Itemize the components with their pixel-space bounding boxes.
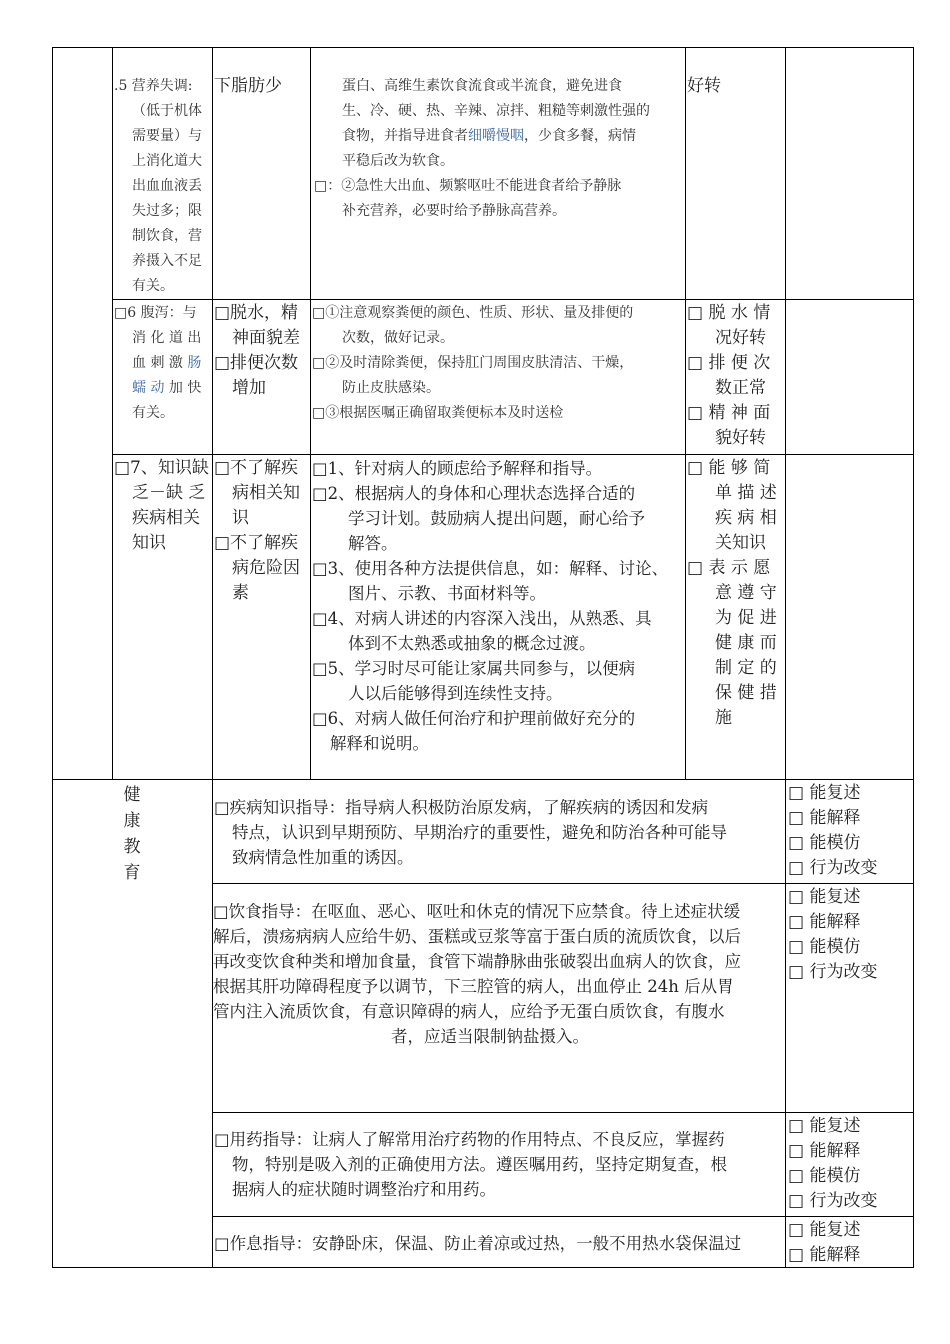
guidance-line: 再改变饮食种类和增加食量，食管下端静脉曲张破裂出血病人的饮食，应	[213, 952, 741, 971]
problem-line: 消 化 道 出	[132, 330, 202, 346]
feature-line: 神面貌差	[232, 328, 300, 348]
diarrhea-feature-cell	[214, 301, 309, 401]
problem-line: 疾病相关	[132, 508, 200, 528]
check-item[interactable]: □ 能复述	[788, 1220, 861, 1240]
check-item[interactable]: □ 能模仿	[788, 1166, 861, 1186]
diarrhea-problem-cell	[114, 301, 211, 426]
problem-line: 有关。	[132, 405, 174, 421]
measure-line	[314, 124, 684, 149]
guidance-line: □作息指导：安静卧床，保温、防止着凉或过热，一般不用热水袋保温过	[214, 1234, 742, 1253]
measure-line: 图片、示教、书面材料等。	[348, 584, 546, 603]
measure-line: □1、针对病人的顾虑给予解释和指导。	[312, 459, 603, 478]
measure-line: 防止皮肤感染。	[342, 380, 440, 396]
check-item[interactable]: □ 能模仿	[788, 937, 861, 957]
col-divider	[785, 47, 786, 1268]
check-item[interactable]: □ 能模仿	[788, 833, 861, 853]
guidance-line: 根据其肝功障碍程度予以调节，下三腔管的病人，出血停止 24h 后从胃	[213, 977, 734, 996]
problem-text: 加 快	[164, 380, 202, 396]
goal-line: □ 精 神 面	[687, 403, 771, 423]
check-item[interactable]: □ 能复述	[788, 887, 861, 907]
goal-line: 疾 病 相	[715, 508, 777, 528]
problem-line: 知识	[132, 533, 166, 553]
disease-knowledge-checks	[788, 781, 912, 881]
measure-line: □6、对病人做任何治疗和护理前做好充分的	[312, 709, 636, 728]
feature-line: 增加	[232, 378, 266, 398]
knowledge-measures	[312, 456, 685, 756]
feature-line: □脱水，精	[214, 303, 299, 323]
diet-checks	[788, 885, 912, 985]
feature-line: 病危险因	[232, 558, 300, 578]
feature-line: □不了解疾	[214, 533, 299, 553]
guidance-line: □疾病知识指导：指导病人积极防治原发病，了解疾病的诱因和发病	[214, 798, 709, 817]
label-char: 教	[123, 837, 141, 857]
guidance-line: □饮食指导：在呕血、恶心、呕吐和休克的情况下应禁食。待上述症状缓	[213, 902, 741, 921]
col-divider	[112, 47, 113, 780]
knowledge-goals	[687, 456, 783, 731]
check-item[interactable]: □ 行为改变	[788, 1191, 878, 1211]
problem-line: 出血血液丢	[132, 178, 202, 194]
col-divider	[685, 47, 686, 780]
feature-line: □排便次数	[214, 353, 299, 373]
guidance-line: 致病情急性加重的诱因。	[232, 848, 414, 867]
problem-line: （低于机体	[132, 103, 202, 119]
goal-line: 保 健 措	[715, 683, 777, 703]
measure-text: 食物，并指导进食者	[342, 128, 468, 144]
problem-line	[114, 376, 211, 401]
feature-line: 识	[232, 508, 249, 528]
goal-line: □ 排 便 次	[687, 353, 771, 373]
check-item[interactable]: □ 能复述	[788, 1116, 861, 1136]
disease-knowledge-guidance	[214, 795, 784, 870]
row-divider	[112, 299, 914, 300]
problem-line: 有关。	[132, 278, 174, 294]
measure-line: 人以后能够得到连续性支持。	[348, 684, 563, 703]
measure-line: 平稳后改为软食。	[342, 153, 454, 169]
nutrition-problem-cell	[114, 74, 211, 299]
knowledge-feature-cell	[214, 456, 309, 606]
measure-line: □①注意观察粪便的颜色、性质、形状、量及排便的	[312, 305, 634, 321]
medication-checks	[788, 1114, 912, 1214]
check-item[interactable]: □ 能解释	[788, 1141, 861, 1161]
measure-line: □②及时清除粪便，保持肛门周围皮肤清洁、干燥，	[312, 355, 634, 371]
goal-line: 施	[715, 708, 732, 728]
nutrition-measures	[314, 74, 684, 224]
problem-text: 血 刺 激	[132, 355, 188, 371]
measure-line: 补充营养，必要时给予静脉高营养。	[342, 203, 566, 219]
check-item[interactable]: □ 能解释	[788, 1245, 861, 1265]
guidance-line: 物，特别是吸入剂的正确使用方法。遵医嘱用药，坚持定期复查，根	[232, 1155, 727, 1174]
col-divider	[310, 47, 311, 780]
check-item[interactable]: □ 行为改变	[788, 962, 878, 982]
problem-line: .5 营养失调:	[114, 78, 193, 94]
measure-line: 体到不太熟悉或抽象的概念过渡。	[348, 634, 596, 653]
chew-slowly-link[interactable]: 细嚼慢咽	[468, 128, 524, 144]
goal-line: 健 康 而	[715, 633, 777, 653]
measure-line: □4、对病人讲述的内容深入浅出，从熟悉、具	[312, 609, 652, 628]
feature-line: □不了解疾	[214, 458, 299, 478]
measure-line: 学习计划。鼓励病人提出问题，耐心给予	[348, 509, 645, 528]
rest-checks	[788, 1218, 912, 1268]
measure-text: ，少食多餐，病情	[524, 128, 636, 144]
label-char: 康	[123, 811, 141, 831]
problem-line: 制饮食，营	[132, 228, 202, 244]
goal-line: 意 遵 守	[715, 583, 777, 603]
measure-line: 蛋白、高维生素饮食流食或半流食，避免进食	[342, 78, 622, 94]
check-item[interactable]: □ 行为改变	[788, 858, 878, 878]
row-divider	[212, 1112, 914, 1113]
medication-guidance	[214, 1127, 784, 1202]
measure-line: □3、使用各种方法提供信息，如：解释、讨论、	[312, 559, 669, 578]
measure-line: 解释和说明。	[330, 734, 429, 753]
check-item[interactable]: □ 能解释	[788, 808, 861, 828]
knowledge-problem-cell	[114, 456, 211, 556]
goal-line: 貌好转	[715, 428, 766, 448]
table-border-left	[52, 47, 53, 1268]
problem-line: □7、知识缺	[114, 458, 209, 478]
guidance-line: 管内注入流质饮食，有意识障碍的病人，应给予无蛋白质饮食，有腹水	[213, 1002, 725, 1021]
label-char: 健	[123, 785, 141, 805]
guidance-line: 特点，认识到早期预防、早期治疗的重要性，避免和防治各种可能导	[232, 823, 727, 842]
measure-line: □：②急性大出血、频繁呕吐不能进食者给予静脉	[314, 178, 622, 194]
guidance-line: 据病人的症状随时调整治疗和用药。	[232, 1180, 496, 1199]
problem-line	[114, 351, 211, 376]
feature-line: 素	[232, 583, 249, 603]
goal-line: □ 能 够 简	[687, 458, 771, 478]
diarrhea-measures	[312, 301, 685, 426]
row-divider	[112, 454, 914, 455]
problem-line: 失过多；限	[132, 203, 202, 219]
row-divider	[212, 883, 914, 884]
goal-line: 数正常	[715, 378, 766, 398]
problem-line: 上消化道大	[132, 153, 202, 169]
goal-line: 单 描 述	[715, 483, 777, 503]
measure-line: □2、根据病人的身体和心理状态选择合适的	[312, 484, 636, 503]
label-char: 育	[123, 863, 141, 883]
measure-line: □③根据医嘱正确留取粪便标本及时送检	[312, 405, 564, 421]
check-item[interactable]: □ 能解释	[788, 912, 861, 932]
problem-line: □6 腹泻：与	[114, 305, 197, 321]
nutrition-feature: 下脂肪少	[214, 76, 282, 96]
problem-line: 需要量）与	[132, 128, 202, 144]
diarrhea-goals	[687, 301, 783, 451]
measure-line: 次数，做好记录。	[342, 330, 454, 346]
goal-line: 为 促 进	[715, 608, 777, 628]
peristalsis-link[interactable]: 蠕 动	[132, 380, 165, 396]
row-divider	[212, 1216, 914, 1217]
measure-line: 解答。	[348, 534, 398, 553]
care-plan-table	[52, 47, 914, 1268]
diet-guidance	[213, 899, 784, 1049]
guidance-line: □用药指导：让病人了解常用治疗药物的作用特点、不良反应，掌握药	[214, 1130, 725, 1149]
rest-guidance	[214, 1231, 784, 1256]
table-border-right	[913, 47, 914, 1268]
problem-line: 乏－缺 乏	[132, 483, 206, 503]
goal-line: □ 表 示 愿	[687, 558, 771, 578]
bowel-link[interactable]: 肠	[187, 355, 202, 371]
measure-line: □5、学习时尽可能让家属共同参与，以便病	[312, 659, 636, 678]
problem-line: 养摄入不足	[132, 253, 202, 269]
goal-line: 制 定 的	[715, 658, 777, 678]
col-divider	[212, 47, 213, 1268]
feature-line: 病相关知	[232, 483, 300, 503]
check-item[interactable]: □ 能复述	[788, 783, 861, 803]
guidance-line: 解后，溃疡病病人应给牛奶、蛋糕或豆浆等富于蛋白质的流质饮食，以后	[213, 927, 741, 946]
goal-line: □ 脱 水 情	[687, 303, 771, 323]
measure-line: 生、冷、硬、热、辛辣、凉拌、粗糙等刺激性强的	[342, 103, 650, 119]
goal-line: 况好转	[715, 328, 766, 348]
nutrition-goal: 好转	[687, 76, 721, 96]
goal-line: 关知识	[715, 533, 766, 553]
health-education-label	[122, 782, 142, 886]
guidance-line: 者，应适当限制钠盐摄入。	[391, 1027, 589, 1046]
